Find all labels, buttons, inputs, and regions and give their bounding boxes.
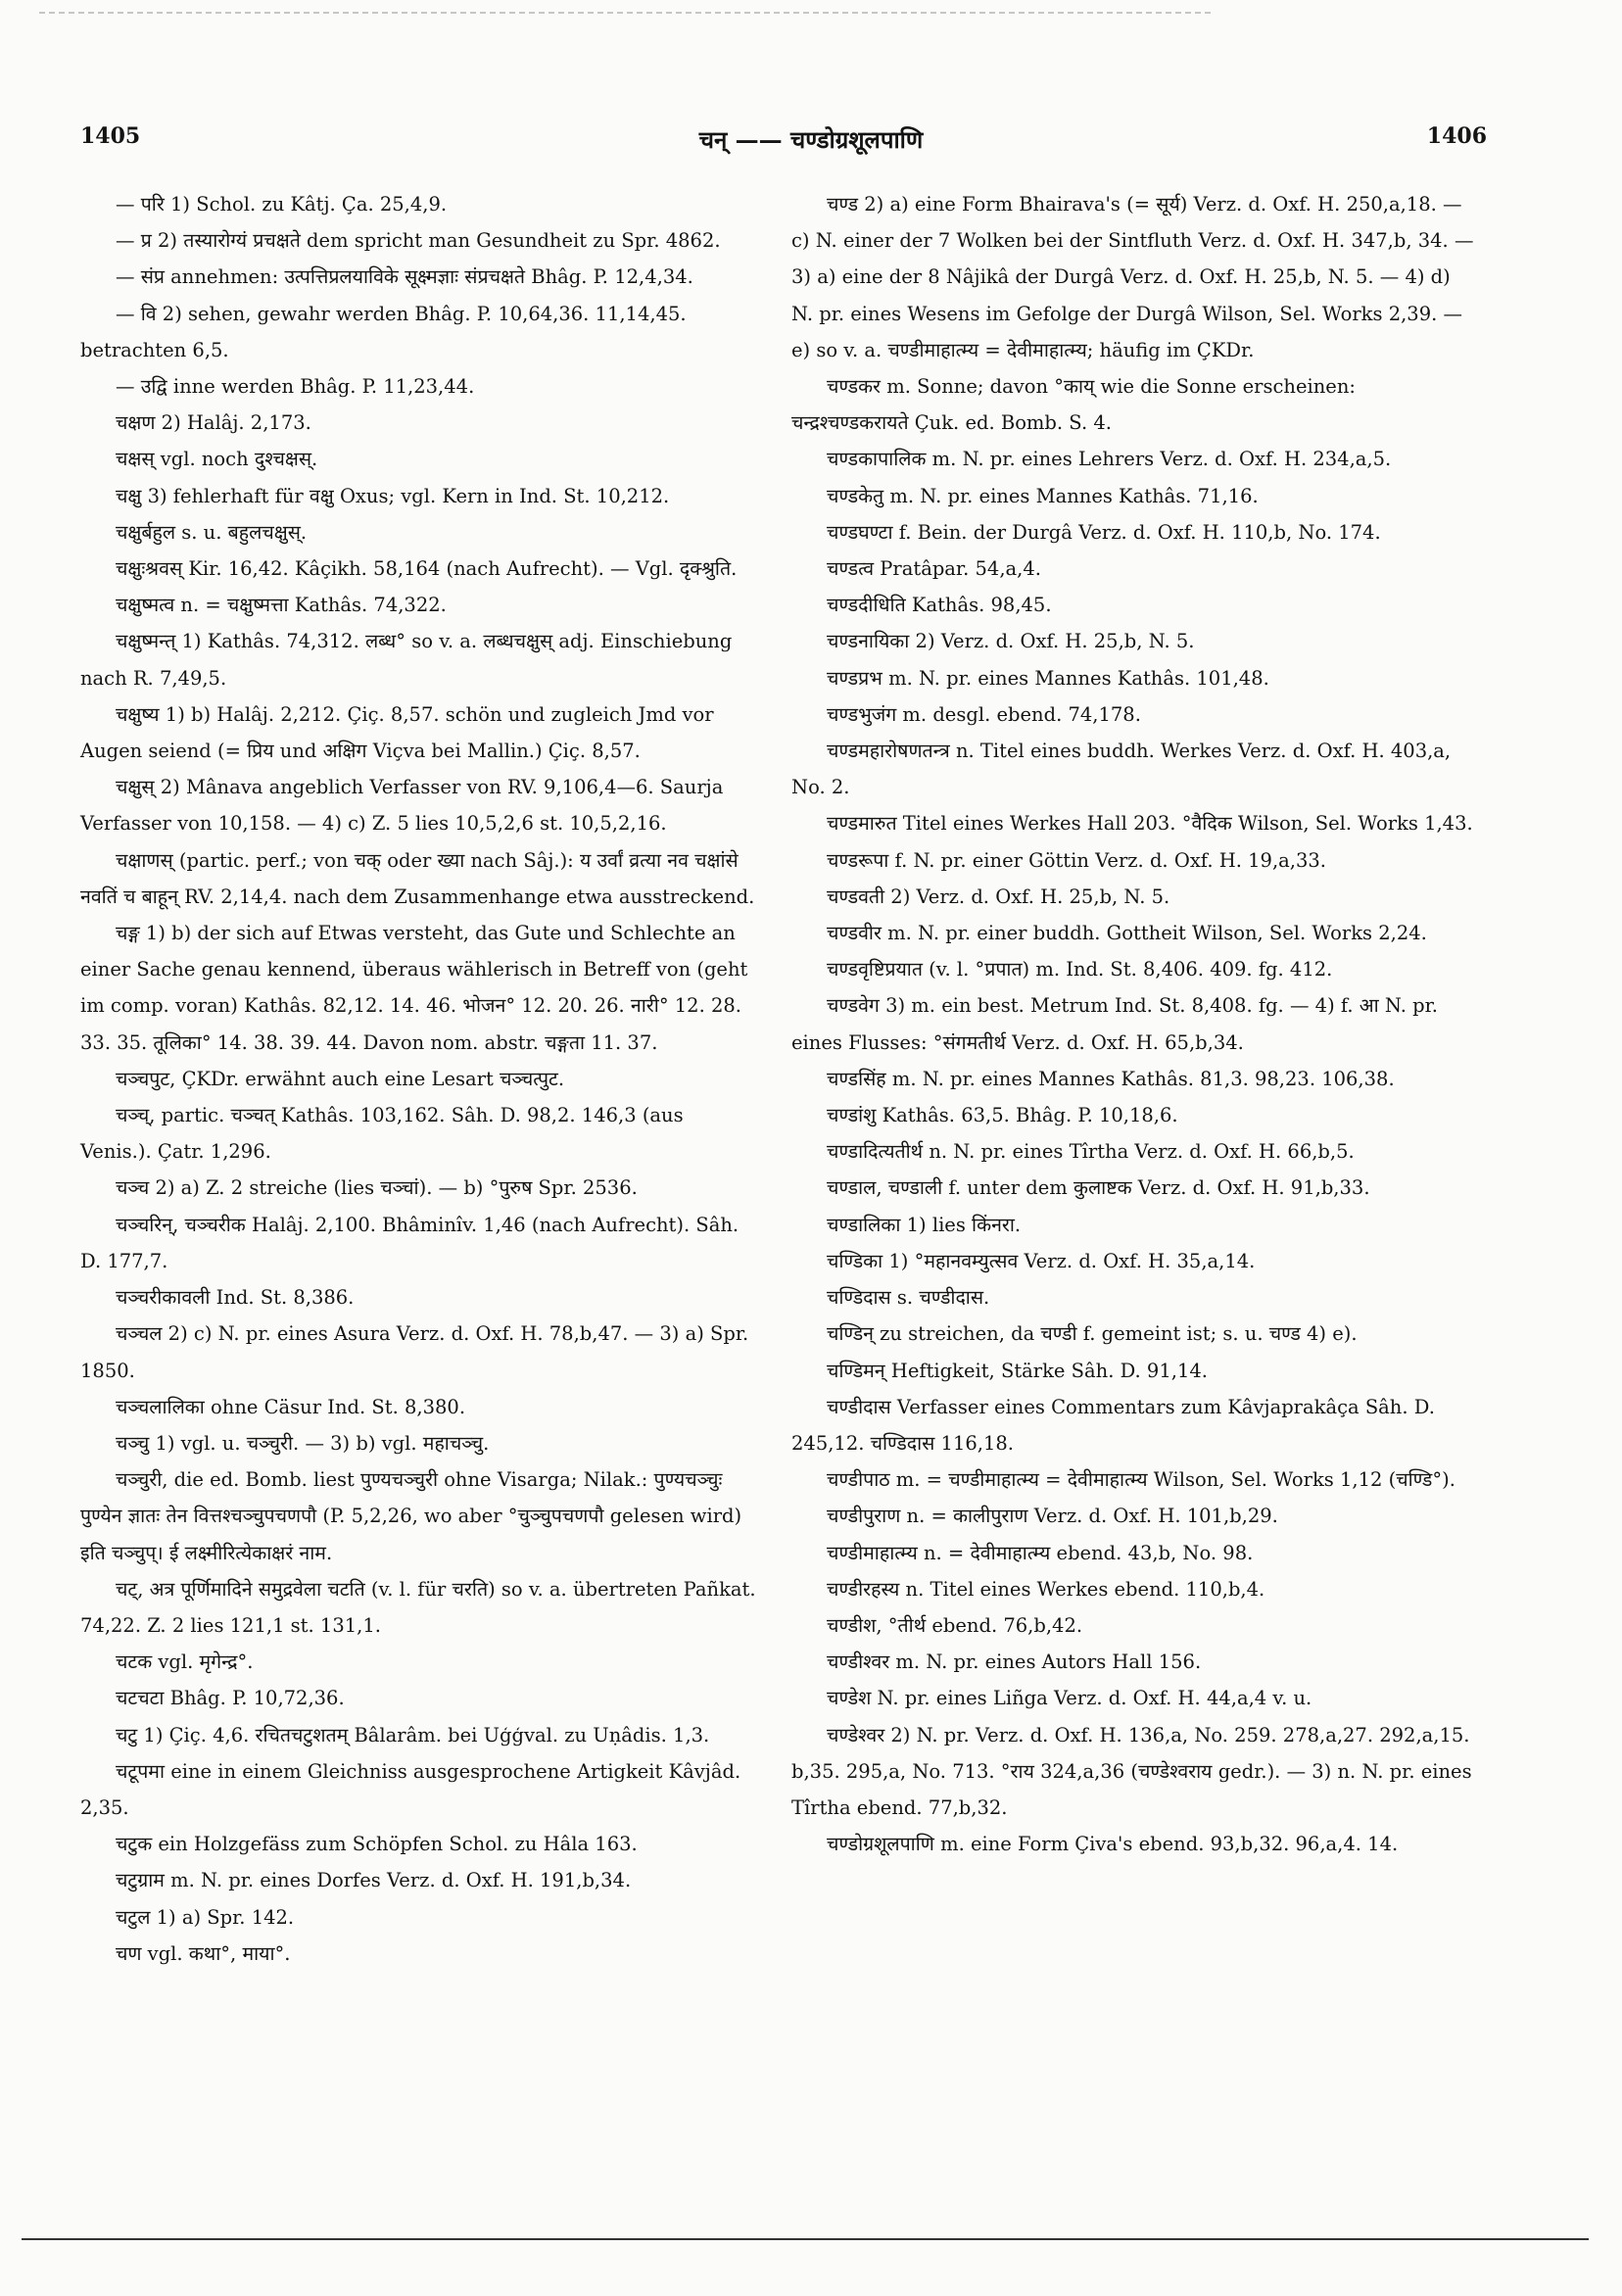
- dictionary-entry: चटुग्राम m. N. pr. eines Dorfes Verz. d. Oxf. H. 191,b,34.: [116, 1869, 632, 1892]
- dictionary-entry: चण्डवीर m. N. pr. einer buddh. Gottheit Wilson, Sel. Works 2,24.: [827, 922, 1427, 945]
- dictionary-entry: चटुक ein Holzgefäss zum Schöpfen Schol. zu Hâla 163.: [116, 1833, 638, 1856]
- dictionary-entry: चट्, अत्र पूर्णिमादिने समुद्रवेला चटति (v. l. für चरति) so v. a. übertreten Pañkat. 74,22. Z. 2 lies 121,1 st. 131,1.: [80, 1577, 756, 1637]
- dictionary-entry: चक्षुष्मन्त् 1) Kathâs. 74,312. लब्ध° so v. a. लब्धचक्षुस् adj. Einschiebung nach R. 7,49,5.: [80, 630, 733, 690]
- dictionary-entry: चण्डसिंह m. N. pr. eines Mannes Kathâs. 81,3. 98,23. 106,38.: [827, 1067, 1395, 1090]
- running-head: चन् —— चण्डोग्रशूलपाणि: [698, 125, 924, 154]
- dictionary-entry: चण्डीरहस्य n. Titel eines Werkes ebend. 110,b,4.: [827, 1577, 1265, 1601]
- dictionary-entry: चण्डालिका 1) lies किंनरा.: [827, 1213, 1022, 1236]
- dictionary-entry: चङ्ग 1) b) der sich auf Etwas versteht, das Gute und Schlechte an einer Sache genau kennend, überaus wählerisch in Betreff von (geht im comp. voran) Kathâs. 82,12. 14. 46. भोजन° 12. 20. 26. नारी° 12. 28. 33. 35. तूलिका° 14. 38. 39. 44. Davon nom. abstr. चङ्गता 11. 37.: [80, 922, 748, 1054]
- dictionary-entry: चण्डेश N. pr. eines Liñga Verz. d. Oxf. H. 44,a,4 v. u.: [827, 1687, 1312, 1710]
- dictionary-entry: चण्डीमाहात्म्य n. = देवीमाहात्म्य ebend. 43,b, No. 98.: [827, 1541, 1254, 1564]
- right-column: [791, 186, 1477, 1862]
- dictionary-entry: चण्डप्रभ m. N. pr. eines Mannes Kathâs. 101,48.: [827, 666, 1269, 690]
- dictionary-entry: चण्डीपुराण n. = कालीपुराण Verz. d. Oxf. H. 101,b,29.: [827, 1505, 1278, 1528]
- dictionary-entry: चक्षण 2) Halâj. 2,173.: [116, 411, 311, 435]
- dictionary-entry: चण्डेश्वर 2) N. pr. Verz. d. Oxf. H. 136,a, No. 259. 278,a,27. 292,a,15. b,35. 295,a, No. 713. °राय 324,a,36 (चण्डेश्वराय gedr.). — 3) n. N. pr. eines Tîrtha ebend. 77,b,32.: [791, 1723, 1472, 1819]
- dictionary-entry: चण्डवृष्टिप्रयात (v. l. °प्रपात) m. Ind. St. 8,406. 409. fg. 412.: [827, 958, 1333, 981]
- dictionary-entry: चण्डोग्रशूलपाणि m. eine Form Çiva's ebend. 93,b,32. 96,a,4. 14.: [827, 1833, 1399, 1856]
- dictionary-entry: चण्डिदास s. चण्डीदास.: [827, 1286, 990, 1310]
- page-header: [0, 123, 1622, 163]
- dictionary-entry: चण्डत्व Pratâpar. 54,a,4.: [827, 557, 1041, 581]
- dictionary-entry: चण्डीपाठ m. = चण्डीमाहात्म्य = देवीमाहात्म्य Wilson, Sel. Works 1,12 (चण्डि°).: [827, 1468, 1455, 1492]
- dictionary-entry: चण्डरूपा f. N. pr. einer Göttin Verz. d. Oxf. H. 19,a,33.: [827, 848, 1326, 872]
- dictionary-entry: चण्डभुजंग m. desgl. ebend. 74,178.: [827, 702, 1141, 726]
- dictionary-entry: — वि 2) sehen, gewahr werden Bhâg. P. 10,64,36. 11,14,45. betrachten 6,5.: [80, 302, 687, 361]
- bottom-rule: [22, 2238, 1589, 2240]
- dictionary-entry: चञ्चरिन्, चञ्चरीक Halâj. 2,100. Bhâminîv. 1,46 (nach Aufrecht). Sâh. D. 177,7.: [80, 1213, 739, 1272]
- dictionary-entry: चञ्चुरी, die ed. Bomb. liest पुण्यचञ्चुरी ohne Visarga; Nilak.: पुण्यचञ्चुः पुण्येन ज्ञातः तेन वित्तश्चञ्चुपचणपौ (P. 5,2,26, wo aber °चुञ्चुपचणपौ gelesen wird) इति चञ्चुप्। ई लक्ष्मीरित्येकाक्षरं नाम.: [80, 1468, 742, 1564]
- dictionary-entry: चण्ड 2) a) eine Form Bhairava's (= सूर्य) Verz. d. Oxf. H. 250,a,18. — c) N. einer der 7 Wolken bei der Sintfluth Verz. d. Oxf. H. 347,b, 34. — 3) a) eine der 8 Nâjikâ der Durgâ Verz. d. Oxf. H. 25,b, N. 5. — 4) d) N. pr. eines Wesens im Gefolge der Durgâ Wilson, Sel. Works 2,39. — e) so v. a. चण्डीमाहात्म्य = देवीमाहात्म्य; häufig im ÇKDr.: [791, 193, 1474, 361]
- dictionary-entry: चक्षाणस् (partic. perf.; von चक् oder ख्या nach Sâj.): य उर्वां व्रत्या नव चक्षांसे नवतिं च बाहून् RV. 2,14,4. nach dem Zusammenhange etwa ausstreckend.: [80, 848, 755, 908]
- dictionary-entry: चण्डिन् zu streichen, da चण्डी f. gemeint ist; s. u. चण्ड 4) e).: [827, 1322, 1358, 1346]
- dictionary-entry: चञ्चल 2) c) N. pr. eines Asura Verz. d. Oxf. H. 78,b,47. — 3) a) Spr. 1850.: [80, 1322, 749, 1382]
- dictionary-entry: चण्डांशु Kathâs. 63,5. Bhâg. P. 10,18,6.: [827, 1104, 1178, 1127]
- dictionary-entry: चक्षुःश्रवस् Kir. 16,42. Kâçikh. 58,164 (nach Aufrecht). — Vgl. दृक्श्रुति.: [116, 557, 738, 581]
- dictionary-entry: — प्र 2) तस्यारोग्यं प्रचक्षते dem spricht man Gesundheit zu Spr. 4862.: [116, 229, 721, 253]
- dictionary-entry: चटूपमा eine in einem Gleichniss ausgesprochene Artigkeit Kâvjâd. 2,35.: [80, 1759, 741, 1819]
- dictionary-entry: चक्षुष्मत्व n. = चक्षुष्मत्ता Kathâs. 74,322.: [116, 594, 447, 617]
- left-column: [80, 186, 756, 1972]
- dictionary-entry: — संप्र annehmen: उत्पत्तिप्रलयाविके सूक्ष्मज्ञाः संप्रचक्षते Bhâg. P. 12,4,34.: [116, 265, 693, 289]
- dictionary-entry: चण्डकेतु m. N. pr. eines Mannes Kathâs. 71,16.: [827, 484, 1259, 507]
- dictionary-entry: चण्डघण्टा f. Bein. der Durgâ Verz. d. Oxf. H. 110,b, No. 174.: [827, 520, 1381, 544]
- dictionary-entry: चञ्च 2) a) Z. 2 streiche (lies चञ्चां). — b) °पुरुष Spr. 2536.: [116, 1176, 638, 1200]
- dictionary-entry: चण्डवेग 3) m. ein best. Metrum Ind. St. 8,408. fg. — 4) f. आ N. pr. eines Flusses: °संगमतीर्थ Verz. d. Oxf. H. 65,b,34.: [791, 994, 1438, 1054]
- dictionary-entry: — उद्वि inne werden Bhâg. P. 11,23,44.: [116, 375, 475, 399]
- dictionary-entry: चक्षस् vgl. noch दुश्चक्षस्.: [116, 448, 318, 471]
- dictionary-entry: चञ्चलालिका ohne Cäsur Ind. St. 8,380.: [116, 1395, 466, 1418]
- dictionary-entry: चक्षुष्य 1) b) Halâj. 2,212. Çiç. 8,57. schön und zugleich Jmd vor Augen seiend (= प्रिय und अक्षिग Viçva bei Mallin.) Çiç. 8,57.: [80, 702, 714, 763]
- dictionary-entry: चण्डीश्वर m. N. pr. eines Autors Hall 156.: [827, 1650, 1202, 1674]
- dictionary-entry: चञ्चु 1) vgl. u. चञ्चुरी. — 3) b) vgl. महाचञ्चु.: [116, 1431, 490, 1455]
- dictionary-entry: चण्डमहारोषणतन्त्र n. Titel eines buddh. Werkes Verz. d. Oxf. H. 403,a, No. 2.: [791, 740, 1452, 799]
- dictionary-entry: चण्डीदास Verfasser eines Commentars zum Kâvjaprakâça Sâh. D. 245,12. चण्डिदास 116,18.: [791, 1395, 1435, 1455]
- dictionary-entry: चटुल 1) a) Spr. 142.: [116, 1905, 295, 1929]
- dictionary-entry: चञ्चपुट, ÇKDr. erwähnt auch eine Lesart चञ्चत्पुट.: [116, 1067, 565, 1090]
- dictionary-entry: चक्षुर्बहुल s. u. बहुलचक्षुस्.: [116, 520, 308, 544]
- dictionary-entry: चण्डकापालिक m. N. pr. eines Lehrers Verz. d. Oxf. H. 234,a,5.: [827, 448, 1392, 471]
- dictionary-entry: चण्डीश, °तीर्थ ebend. 76,b,42.: [827, 1613, 1083, 1637]
- dictionary-entry: चञ्च्, partic. चञ्चत् Kathâs. 103,162. Sâh. D. 98,2. 146,3 (aus Venis.). Çatr. 1,296.: [80, 1104, 684, 1164]
- page-number-right: 1406: [1426, 123, 1487, 149]
- dictionary-entry: चण्डनायिका 2) Verz. d. Oxf. H. 25,b, N. 5.: [827, 630, 1195, 653]
- scan-edge-mark: [39, 12, 1215, 14]
- dictionary-entry: चटु 1) Çiç. 4,6. रचितचटुशतम् Bâlarâm. bei Uģģval. zu Uṇâdis. 1,3.: [116, 1723, 710, 1746]
- dictionary-entry: चण्डकर m. Sonne; davon °काय् wie die Sonne erscheinen: चन्द्रश्चण्डकरायते Çuk. ed. Bomb. S. 4.: [791, 375, 1356, 435]
- dictionary-entry: चण्डमारुत Titel eines Werkes Hall 203. °वैदिक Wilson, Sel. Works 1,43.: [827, 812, 1473, 836]
- dictionary-entry: चटचटा Bhâg. P. 10,72,36.: [116, 1687, 345, 1710]
- dictionary-entry: चण्डाल, चण्डाली f. unter dem कुलाष्टक Verz. d. Oxf. H. 91,b,33.: [827, 1176, 1370, 1200]
- dictionary-entry: चक्षु 3) fehlerhaft für वक्षु Oxus; vgl. Kern in Ind. St. 10,212.: [116, 484, 670, 507]
- page-number-left: 1405: [80, 123, 141, 149]
- dictionary-entry: चण्डिमन् Heftigkeit, Stärke Sâh. D. 91,14.: [827, 1359, 1208, 1382]
- dictionary-entry: चण्डदीधिति Kathâs. 98,45.: [827, 594, 1052, 617]
- dictionary-entry: चञ्चरीकावली Ind. St. 8,386.: [116, 1286, 355, 1310]
- dictionary-entry: चटक vgl. मृगेन्द्र°.: [116, 1650, 254, 1674]
- dictionary-entry: चण्डवती 2) Verz. d. Oxf. H. 25,b, N. 5.: [827, 885, 1170, 908]
- dictionary-entry: — परि 1) Schol. zu Kâtj. Ça. 25,4,9.: [116, 193, 448, 215]
- dictionary-entry: चण्डादित्यतीर्थ n. N. pr. eines Tîrtha Verz. d. Oxf. H. 66,b,5.: [827, 1140, 1355, 1164]
- dictionary-entry: चक्षुस् 2) Mânava angeblich Verfasser von RV. 9,106,4—6. Saurja Verfasser von 10,158. — 4) c) Z. 5 lies 10,5,2,6 st. 10,5,2,16.: [80, 776, 724, 836]
- dictionary-entry: चण vgl. कथा°, माया°.: [116, 1941, 291, 1965]
- dictionary-entry: चण्डिका 1) °महानवम्युत्सव Verz. d. Oxf. H. 35,a,14.: [827, 1249, 1256, 1272]
